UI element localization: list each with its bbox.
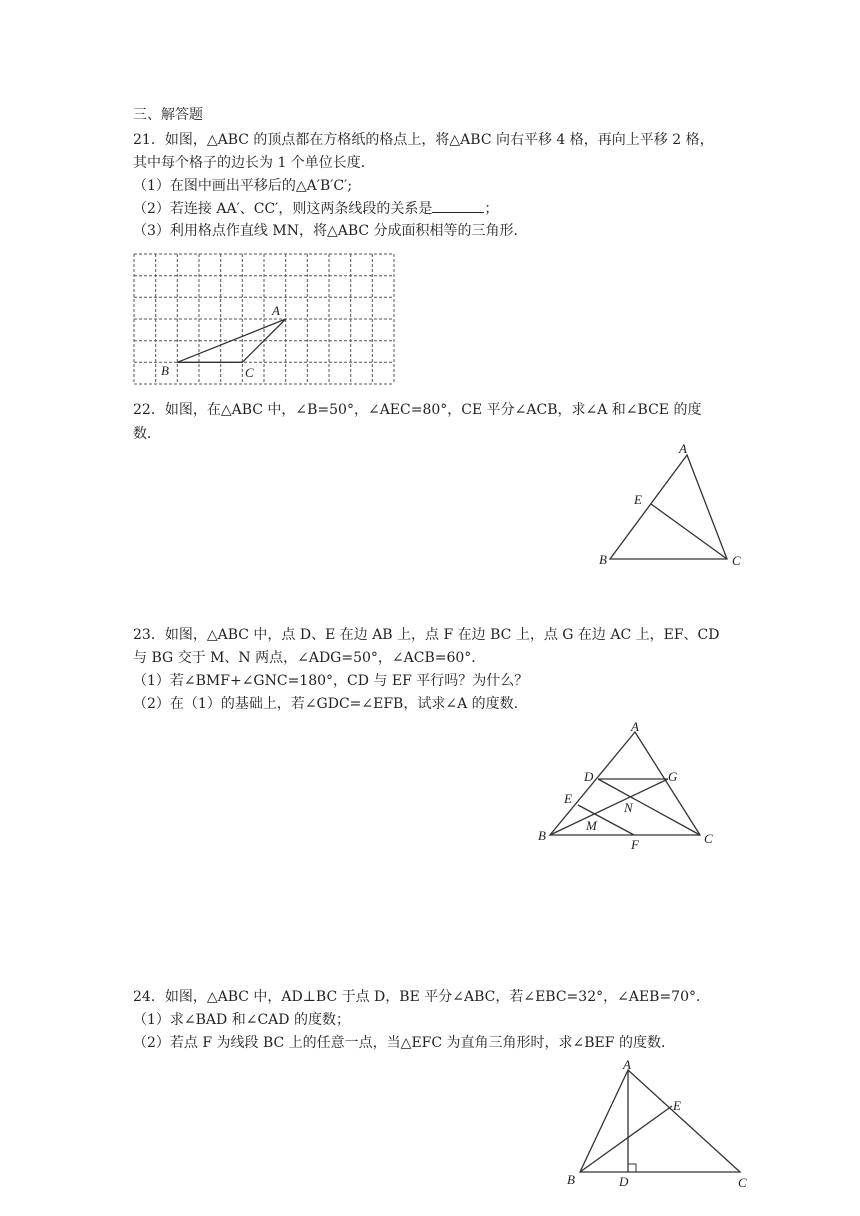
label-f: F <box>631 837 639 852</box>
bisector-be <box>580 1106 672 1172</box>
q21-line1: 21．如图，△ABC 的顶点都在方格纸的格点上，将△ABC 向右平移 4 格，再向上平移 2 格， <box>133 132 714 148</box>
label-a: A <box>623 1057 631 1072</box>
q24-part1: （1）求∠BAD 和∠CAD 的度数； <box>133 1012 350 1028</box>
label-a: A <box>631 720 639 734</box>
label-d: D <box>619 1174 629 1189</box>
q21-part3: （3）利用格点作直线 MN，将△ABC 分成面积相等的三角形． <box>133 223 528 239</box>
q21-part1: （1）在图中画出平移后的△A′B′C′; <box>133 178 353 194</box>
section-title: 三、解答题 <box>133 107 203 123</box>
label-b: B <box>567 1172 575 1187</box>
label-a: A <box>679 441 687 456</box>
q21-line2: 其中每个格子的边长为 1 个单位长度． <box>133 155 375 171</box>
label-c: C <box>245 365 254 380</box>
q22-line1: 22．如图，在△ABC 中，∠B=50°，∠AEC=80°，CE 平分∠ACB，求∠A 和∠BCE 的度 <box>133 402 702 418</box>
label-b: B <box>161 363 169 378</box>
label-e: E <box>564 791 572 806</box>
q22-line2: 数． <box>133 426 161 442</box>
label-c: C <box>704 831 713 846</box>
q24-line1: 24．如图，△ABC 中，AD⊥BC 于点 D，BE 平分∠ABC，若∠EBC=32°，∠AEB=70°． <box>133 989 710 1005</box>
answer-blank[interactable] <box>432 198 484 213</box>
label-g: G <box>668 769 678 784</box>
label-d: D <box>584 769 594 784</box>
segment-ce <box>651 504 727 559</box>
q23-line1: 23．如图，△ABC 中，点 D、E 在边 AB 上，点 F 在边 BC 上，点 G 在边 AC 上，EF、CD <box>133 627 720 643</box>
q24-triangle-figure <box>560 1056 760 1196</box>
q21-part2-before: （2）若连接 AA′、CC′，则这两条线段的关系是 <box>133 201 433 217</box>
q21-part2 <box>133 198 498 219</box>
right-angle-mark <box>628 1164 636 1172</box>
label-c: C <box>738 1175 747 1190</box>
label-a: A <box>272 303 280 318</box>
triangle-abc <box>580 1070 740 1172</box>
q23-line2: 与 BG 交于 M、N 两点，∠ADG=50°，∠ACB=60°． <box>133 650 486 666</box>
q23-part1: （1）若∠BMF+∠GNC=180°，CD 与 EF 平行吗？为什么？ <box>133 673 529 689</box>
label-m: M <box>586 818 597 833</box>
q24-part2: （2）若点 F 为线段 BC 上的任意一点，当△EFC 为直角三角形时，求∠BEF 的度数． <box>133 1035 675 1051</box>
label-e: E <box>673 1098 681 1113</box>
triangle-abc <box>550 732 700 835</box>
q23-part2: （2）在（1）的基础上，若∠GDC=∠EFB，试求∠A 的度数． <box>133 696 528 712</box>
q21-part2-after: ； <box>484 201 499 217</box>
triangle-abc <box>610 455 727 559</box>
label-b: B <box>599 552 607 567</box>
label-c: C <box>732 553 741 568</box>
grid-lines <box>134 254 394 384</box>
label-b: B <box>538 828 546 843</box>
q22-triangle-figure <box>590 435 760 575</box>
label-e: E <box>634 492 642 507</box>
q23-triangle-figure <box>530 720 730 855</box>
q21-grid-figure <box>130 250 400 388</box>
label-n: N <box>624 800 633 815</box>
